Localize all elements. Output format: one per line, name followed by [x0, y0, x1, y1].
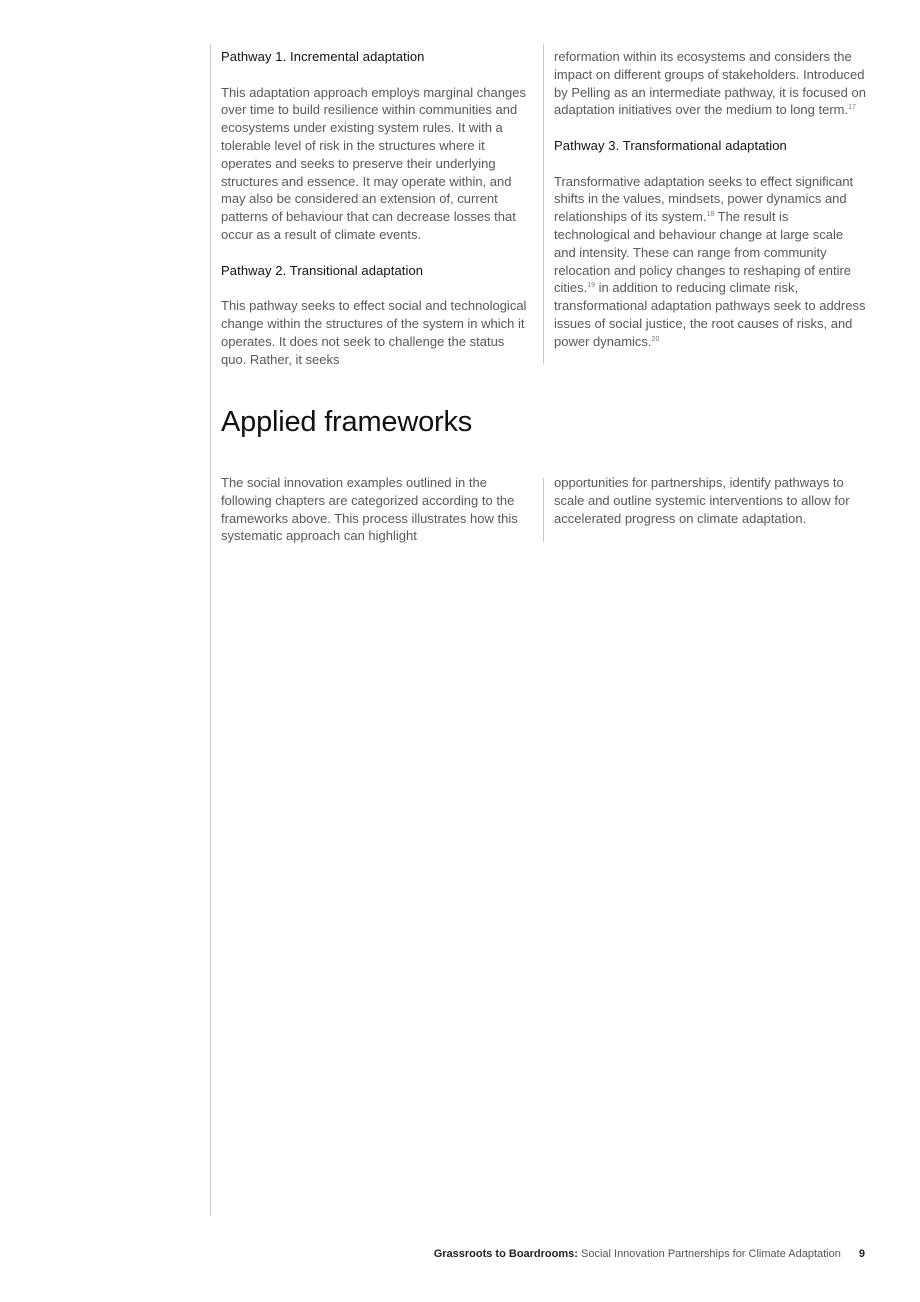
applied-body-left: The social innovation examples outlined in the following chapters are categorized according to the frameworks above. This process illustrates how this systematic approach can highlight: [221, 475, 518, 544]
footnote-ref-20[interactable]: 20: [651, 335, 660, 343]
applied-frameworks-title: Applied frameworks: [221, 406, 473, 438]
applied-left-column: [221, 474, 533, 545]
pathway-2-heading: Pathway 2. Transitional adaptation: [221, 262, 424, 278]
page-footer: [434, 1248, 865, 1260]
pathway-3-body: Transformative adaptation seeks to effect significant shifts in the values, mindsets, power dynamics and relationships of its system.$^{18}$ The result is technological and behaviour change at large scale and intensity. These can range from community relocation and policy changes to reshaping of entire cities.$^{19}$ in addition to reducing climate risk, transformational adaptation pathways seek to address issues of social justice, the root causes of risks, and power dynamics.$^{20}$: [554, 173, 866, 349]
applied-right-column: [554, 474, 866, 527]
column-divider-top: [543, 44, 544, 364]
page-number: 9: [858, 1248, 865, 1260]
pathway-1-body: This adaptation approach employs marginal changes over time to build resilience within communities and ecosystems under existing system rules. It with a tolerable level of risk in the structures where it operates and seeks to preserve their underlying structures and essence. It may operate within, and may also be considered an extension of, current patterns of behaviour that can decrease losses that occur as a result of climate events.: [221, 84, 526, 242]
footnote-ref-19[interactable]: 19: [587, 282, 596, 290]
pathways-right-column: [554, 48, 866, 351]
column-divider-bottom: [543, 478, 544, 542]
footnote-ref-18[interactable]: 18: [706, 211, 715, 219]
footer-report-subtitle: Social Innovation Partnerships for Climate Adaptation: [577, 1248, 841, 1260]
pathway-2-body-start: This pathway seeks to effect social and technological change within the structures of the system in which it operates. It does not seek to challenge the status quo. Rather, it seeks: [221, 298, 527, 367]
footer-report-title: Grassroots to Boardrooms:: [433, 1248, 578, 1260]
pathway-1-heading: Pathway 1. Incremental adaptation: [221, 49, 425, 64]
pathways-left-column: [221, 48, 533, 368]
pathway-3-heading: Pathway 3. Transformational adaptation: [554, 137, 787, 153]
footnote-ref-17[interactable]: 17: [848, 104, 856, 112]
page-margin-rule: [210, 44, 211, 1216]
pathway-2-body-continued: reformation within its ecosystems and considers the impact on different groups of stakeholders. Introduced by Pelling as an intermediate pathway, it is focused on adaptation initiatives over the medium to long term.$^{17}$: [554, 49, 866, 118]
applied-body-right: opportunities for partnerships, identify pathways to scale and outline systemic interventions to allow for accelerated progress on climate adaptation.: [554, 475, 850, 526]
